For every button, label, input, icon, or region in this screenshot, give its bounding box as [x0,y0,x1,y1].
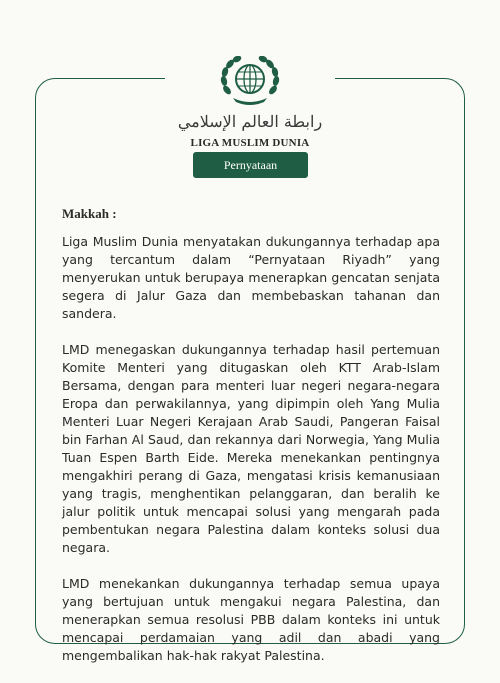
dateline: Makkah : [62,206,117,221]
statement-badge: Pernyataan [193,152,308,178]
paragraph: Liga Muslim Dunia menyatakan dukungannya terhadap apa yang tercantum dalam “Pernyataan Riyadh” yang menyerukan untuk berupaya menerapkan gencatan senjata segera di Jalur Gaza dan membebaskan tahanan dan sandera. [62,234,440,321]
mwl-emblem-icon [217,56,283,106]
arabic-org-name: رابطة العالم الإسلامي [177,112,323,131]
paragraph: LMD menegaskan dukungannya terhadap hasil pertemuan Komite Menteri yang ditugaskan oleh KTT Arab-Islam Bersama, dengan para menteri luar negeri negara-negara Eropa dan perwakilannya, yang dipimpin oleh Yang Mulia Menteri Luar Negeri Kerajaan Arab Saudi, Pangeran Faisal bin Farhan Al Saud, dan rekannya dari Norwegia, Yang Mulia Tuan Espen Barth Eide. Mereka menekankan pentingnya mengakhiri perang di Gaza, mengatasi krisis kemanusiaan yang tragis, menghentikan pelanggaran, dan beralih ke jalur politik untuk mencapai solusi yang mengarah pada pembentukan negara Palestina dalam konteks solusi dua negara. [62,342,440,555]
statement-body [62,205,440,683]
paragraph: LMD menekankan dukungannya terhadap semua upaya yang bertujuan untuk mengakui negara Palestina, dan menerapkan semua resolusi PBB dalam konteks ini untuk mencapai perdamaian yang adil dan abadi yang mengembalikan hak-hak rakyat Palestina. [62,576,440,663]
org-name: LIGA MUSLIM DUNIA [190,137,310,149]
